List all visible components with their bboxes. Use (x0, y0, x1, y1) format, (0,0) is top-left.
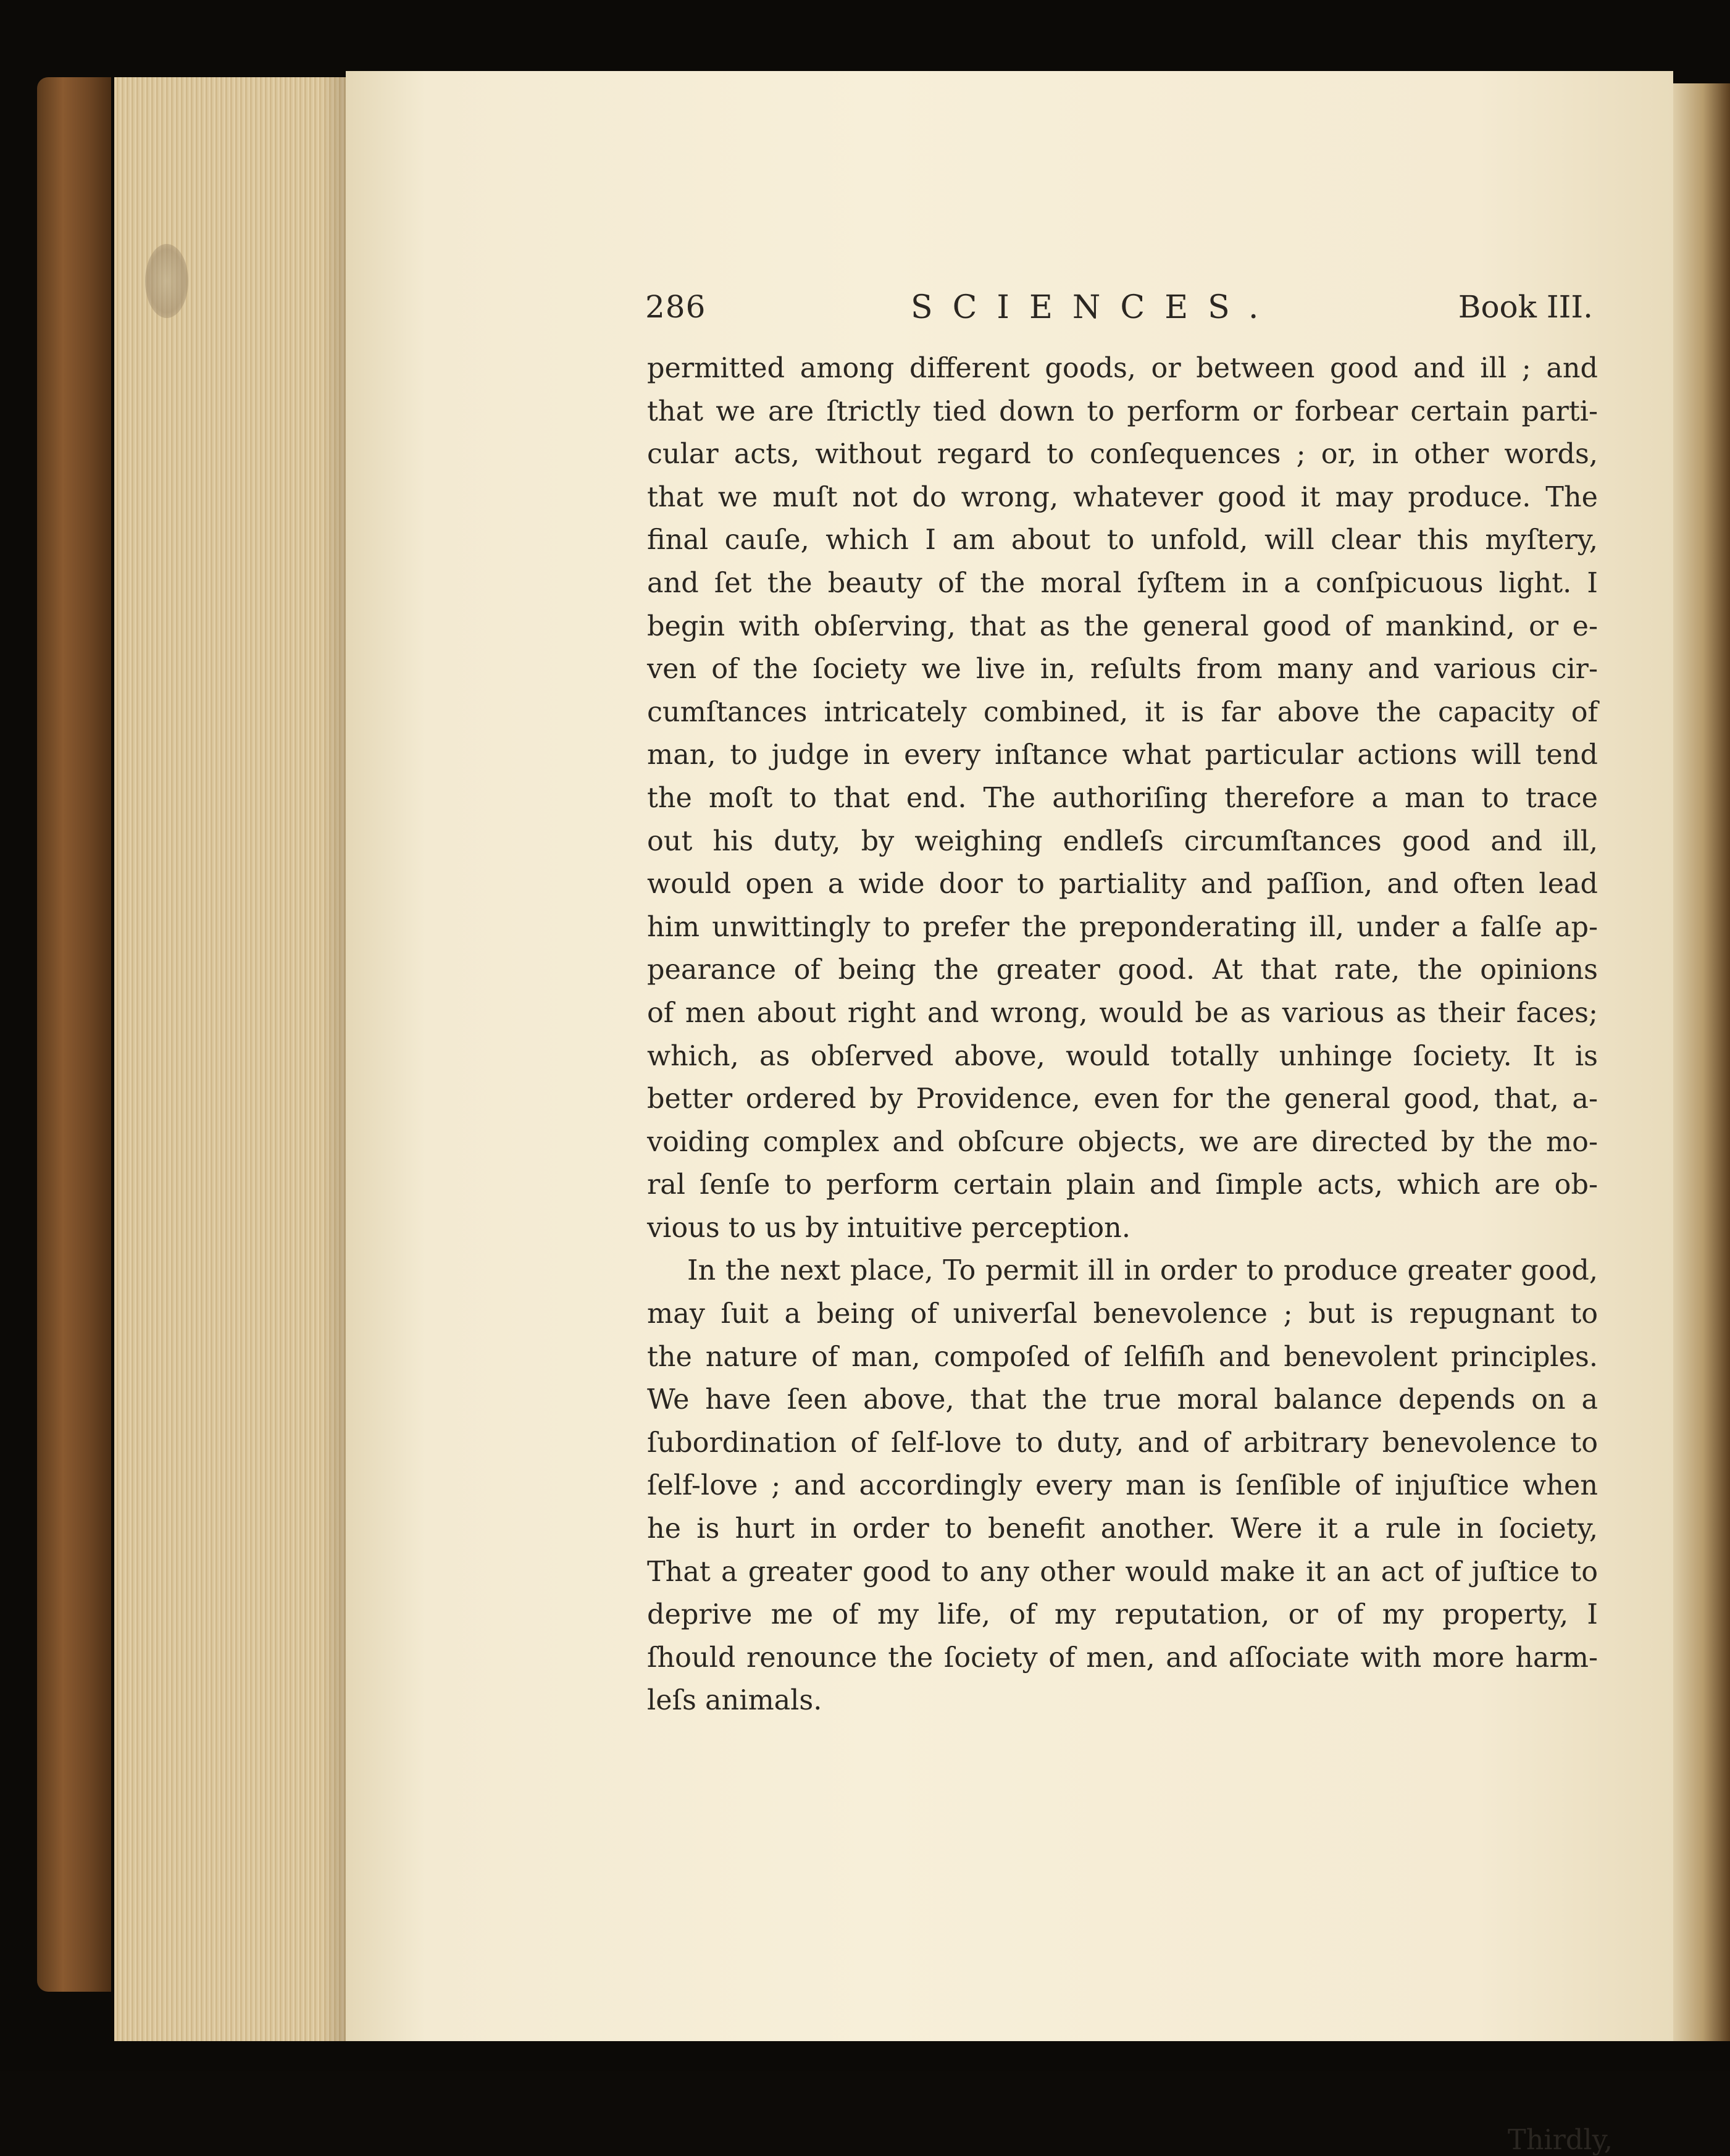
body-text (647, 347, 1598, 1722)
text-line: final cauſe, which I am about to unfold, will clear this myſtery, (647, 524, 1598, 556)
text-line: ſelf-love ; and accordingly every man is ſenſible of injuſtice when (647, 1470, 1598, 1502)
text-line: of men about right and wrong, would be as various as their faces; (647, 997, 1598, 1029)
text-line: would open a wide door to partiality and paſſion, and often lead (647, 868, 1598, 900)
text-line: he is hurt in order to benefit another. Were it a rule in ſociety, (647, 1513, 1598, 1545)
catchword: Thirdly, (1508, 2125, 1613, 2156)
running-head (645, 278, 1593, 346)
running-title: SCIENCES. (911, 289, 1279, 326)
book-label: Book III. (1458, 289, 1593, 325)
text-line: that we muſt not do wrong, whatever good it may produce. The (647, 481, 1598, 513)
text-line: deprive me of my life, of my reputation, or of my property, I (647, 1599, 1598, 1631)
text-line: out his duty, by weighing endleſs circumſtances good and ill, (647, 825, 1598, 857)
text-line: him unwittingly to prefer the preponderating ill, under a falſe ap- (647, 911, 1598, 943)
text-line: ral ſenſe to perform certain plain and ſimple acts, which are ob- (647, 1169, 1598, 1201)
text-line: pearance of being the greater good. At that rate, the opinions (647, 954, 1598, 986)
page-edges (114, 77, 346, 2041)
text-line: that we are ſtrictly tied down to perform or forbear certain parti- (647, 395, 1598, 427)
text-line: vious to us by intuitive perception. (647, 1212, 1130, 1244)
text-line: begin with obſerving, that as the general good of mankind, or e- (647, 610, 1598, 642)
text-line: the nature of man, compoſed of ſelfiſh and benevolent principles. (647, 1341, 1598, 1373)
text-line: may ſuit a being of univerſal benevolence ; but is repugnant to (647, 1298, 1598, 1330)
text-line: cular acts, without regard to conſequences ; or, in other words, (647, 438, 1598, 471)
text-line: ſhould renounce the ſociety of men, and aſſociate with more harm- (647, 1642, 1598, 1674)
text-line: permitted among different goods, or between good and ill ; and (647, 353, 1598, 384)
text-line: cumſtances intricately combined, it is far above the capacity of (647, 696, 1598, 728)
text-line: man, to judge in every inſtance what particular actions will tend (647, 739, 1598, 771)
text-line: ven of the ſociety we live in, reſults from many and various cir- (647, 653, 1598, 686)
facing-page-edge (1670, 83, 1730, 2041)
text-line: We have ſeen above, that the true moral balance depends on a (647, 1384, 1598, 1416)
cover-stain (145, 244, 188, 318)
text-line: That a greater good to any other would make it an act of juſtice to (647, 1556, 1598, 1588)
text-line: better ordered by Providence, even for the general good, that, a- (647, 1083, 1598, 1115)
text-line: leſs animals. (647, 1685, 822, 1717)
text-line: voiding complex and obſcure objects, we are directed by the mo- (647, 1126, 1598, 1158)
text-line: the moſt to that end. The authoriſing therefore a man to trace (647, 782, 1598, 814)
text-line: In the next place, To permit ill in order to produce greater good, (687, 1255, 1598, 1287)
text-line: ſubordination of ſelf-love to duty, and of arbitrary benevolence to (647, 1427, 1598, 1459)
leather-cover-edge (37, 77, 111, 1992)
page-number: 286 (645, 289, 706, 325)
text-line: and ſet the beauty of the moral ſyſtem in a conſpicuous light. I (647, 567, 1598, 599)
text-line: which, as obſerved above, would totally unhinge ſociety. It is (647, 1040, 1598, 1072)
